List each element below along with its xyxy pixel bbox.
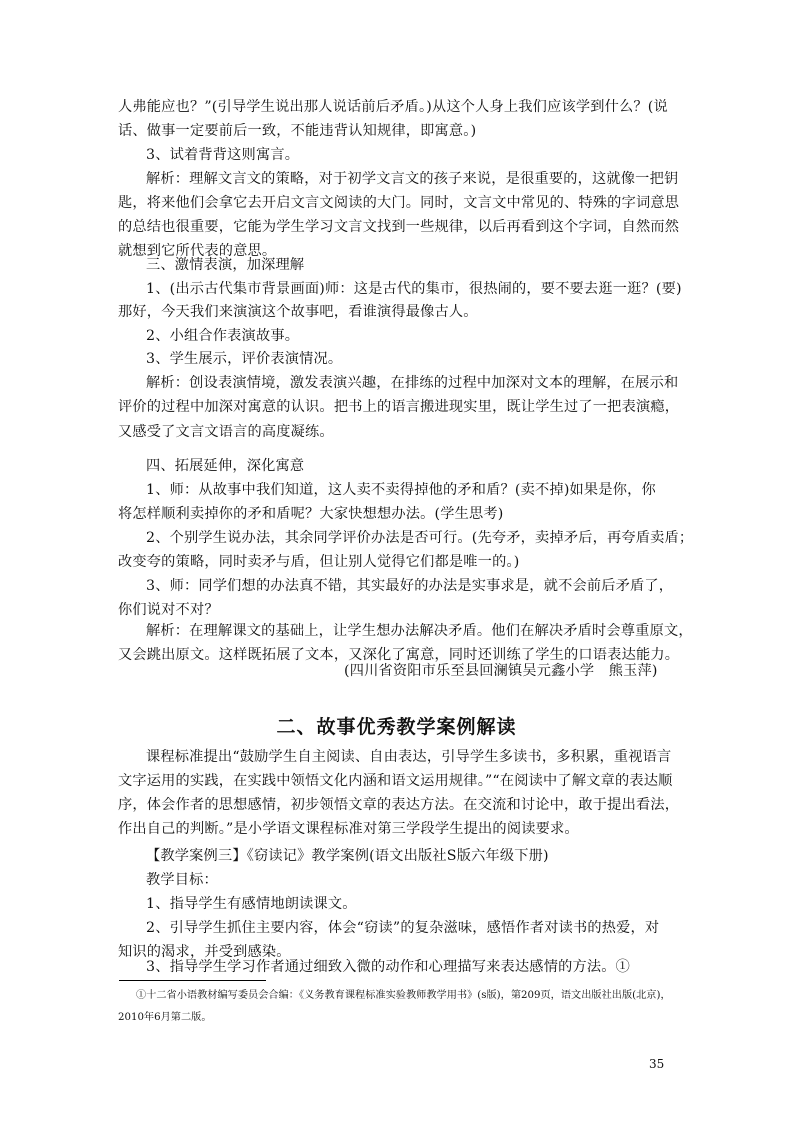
body-line: 又感受了文言文语言的高度凝练。 (118, 424, 334, 440)
body-line: 又会跳出原文。这样既拓展了文本，又深化了寓意，同时还训练了学生的口语表达能力。 (118, 647, 680, 663)
body-line: 2、个别学生说办法，其余同学评价办法是否可行。(先夸矛，卖掉矛后，再夸盾卖盾； (146, 530, 694, 546)
section-line: 3、指导学生学习作者通过细致入微的动作和心理描写来表达感情的方法。① (146, 959, 631, 975)
section-line: 2、引导学生抓住主要内容，体会“窃读”的复杂滋味，感悟作者对读书的热爱，对 (146, 920, 660, 936)
body-line: 3、学生展示，评价表演情况。 (146, 351, 343, 367)
body-line: 改变夸的策略，同时卖矛与盾，但让别人觉得它们都是唯一的。) (118, 554, 520, 570)
body-line: (四川省资阳市乐至县回澜镇吴元鑫小学 熊玉萍) (344, 663, 658, 679)
body-line: 话、做事一定要前后一致，不能违背认知规律，即寓意。) (118, 123, 477, 139)
body-line: 2、小组合作表演故事。 (146, 328, 300, 344)
body-line: 解析：创设表演情境，激发表演兴趣，在排练的过程中加深对文本的理解，在展示和 (146, 375, 679, 391)
section-line: 文字运用的实践，在实践中领悟文化内涵和语文运用规律。”“在阅读中了解文章的表达顺 (118, 773, 673, 789)
footnote-line: ①十二省小语教材编写委员会合编：《义务教育课程标准实验教师教学用书》(s版)，第209页，语文出版社出版(北京)， (136, 990, 671, 1001)
body-line: 就想到它所代表的意思。 (118, 243, 277, 259)
section-line: 1、指导学生有感情地朗读课文。 (146, 896, 357, 912)
section-heading: 二、故事优秀教学案例解读 (276, 716, 517, 738)
section-line: 课程标准提出“鼓励学生自主阅读、自由表达，引导学生多读书，多积累，重视语言 (146, 749, 672, 765)
section-line: 教学目标： (146, 872, 218, 888)
body-line: 那好，今天我们来演演这个故事吧，看谁演得最像古人。 (118, 304, 478, 320)
footnote-line: 2010年6月第二版。 (118, 1012, 212, 1023)
section-line: 作出自己的判断。”是小学语文课程标准对第三学段学生提出的阅读要求。 (118, 821, 579, 837)
body-line: 解析：理解文言文的策略，对于初学文言文的孩子来说，是很重要的，这就像一把钥 (146, 171, 679, 187)
body-line: 人弗能应也？”(引导学生说出那人说话前后矛盾。)从这个人身上我们应该学到什么？(说 (118, 99, 668, 115)
body-line: 你们说对不对？ (118, 602, 219, 618)
body-line: 1、(出示古代集市背景画面)师：这是古代的集市，很热闹的，要不要去逛一逛？(要) (146, 281, 682, 297)
body-line: 1、师：从故事中我们知道，这人卖不卖得掉他的矛和盾？(卖不掉)如果是你，你 (146, 482, 656, 498)
body-line: 三、激情表演，加深理解 (146, 257, 305, 273)
body-line: 3、师：同学们想的办法真不错，其实最好的办法是实事求是，就不会前后矛盾了， (146, 578, 674, 594)
section-line: 知识的渴求，并受到感染。 (118, 944, 291, 960)
body-line: 四、拓展延伸，深化寓意 (146, 458, 305, 474)
section-line: 序，体会作者的思想感情，初步领悟文章的表达方法。在交流和讨论中，敢于提出看法， (118, 797, 680, 813)
body-line: 将怎样顺利卖掉你的矛和盾呢？大家快想想办法。(学生思考) (118, 506, 504, 522)
page-number: 35 (649, 1057, 665, 1071)
body-line: 匙，将来他们会拿它去开启文言文阅读的大门。同时，文言文中常见的、特殊的字词意思 (118, 195, 680, 211)
footnote-divider (119, 980, 266, 981)
body-line: 的总结也很重要，它能为学生学习文言文找到一些规律，以后再看到这个字词，自然而然 (118, 219, 680, 235)
body-line: 评价的过程中加深对寓意的认识。把书上的语言搬进现实里，既让学生过了一把表演瘾， (118, 399, 680, 415)
body-line: 解析：在理解课文的基础上，让学生想办法解决矛盾。他们在解决矛盾时会尊重原文， (146, 623, 693, 639)
section-line: 【教学案例三】《窃读记》教学案例(语文出版社S版六年级下册) (146, 848, 549, 864)
body-line: 3、试着背背这则寓言。 (146, 147, 300, 163)
